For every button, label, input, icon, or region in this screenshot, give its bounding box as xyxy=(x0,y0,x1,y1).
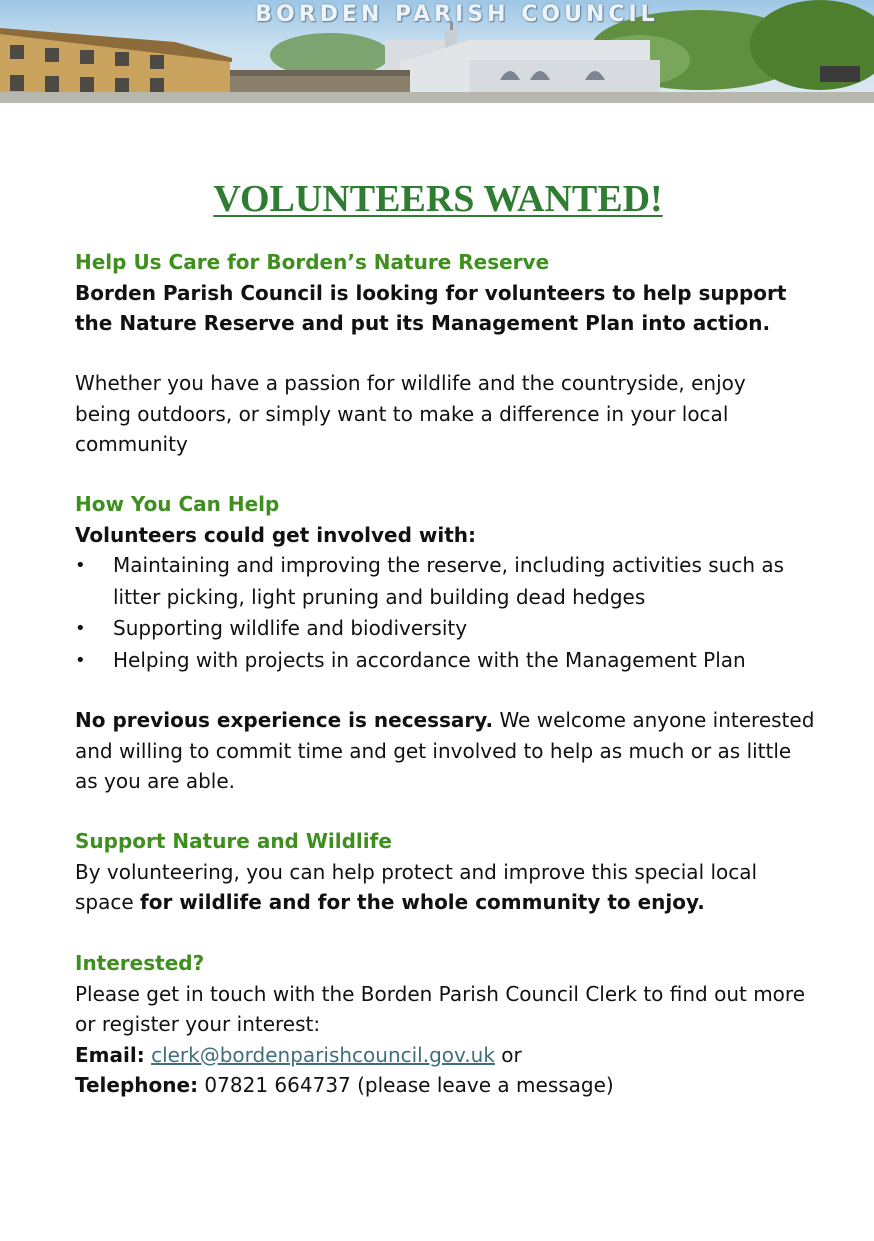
intro-heading: Help Us Care for Borden’s Nature Reserve xyxy=(75,250,550,274)
experience-bold-text: No previous experience is necessary. xyxy=(75,708,494,732)
list-item xyxy=(75,550,815,613)
bullet-icon: • xyxy=(75,555,86,576)
bullet-icon: • xyxy=(75,649,86,671)
contact-heading: Interested? xyxy=(75,951,205,975)
help-heading: How You Can Help xyxy=(75,492,280,516)
header-banner xyxy=(0,0,874,103)
intro-bold-text: Borden Parish Council is looking for volunteers to help support the Nature Reserve and put its Management Plan into action. xyxy=(75,280,787,335)
list-item xyxy=(75,645,815,677)
experience-paragraph xyxy=(75,705,815,797)
help-section xyxy=(75,489,815,676)
phone-label: Telephone: xyxy=(75,1073,199,1097)
intro-paragraph: Whether you have a passion for wildlife and the countryside, enjoy being outdoors, or simply want to make a difference in your local community xyxy=(75,371,746,456)
list-item xyxy=(75,613,815,645)
email-link[interactable]: clerk@bordenparishcouncil.gov.uk xyxy=(151,1042,495,1067)
email-line xyxy=(75,1040,815,1071)
experience-section xyxy=(75,705,815,797)
nature-text: By volunteering, you can help protect and improve this special local space xyxy=(75,859,758,914)
contact-text: Please get in touch with the Borden Parish Council Clerk to find out more or register your interest: xyxy=(75,981,805,1036)
nature-section xyxy=(75,826,815,918)
list-item-text: Supporting wildlife and biodiversity xyxy=(113,616,468,640)
intro-section xyxy=(75,247,815,339)
list-item-text: Maintaining and improving the reserve, including activities such as litter picking, light pruning and building dead hedges xyxy=(113,553,785,609)
email-label: Email: xyxy=(75,1042,145,1067)
bullet-icon: • xyxy=(75,618,86,639)
nature-bold-text: for wildlife and for the whole community to enjoy. xyxy=(140,890,705,914)
nature-paragraph xyxy=(75,857,815,918)
banner-title: BORDEN PARISH COUNCIL xyxy=(255,2,659,27)
experience-text: We welcome anyone interested and willing to commit time and get involved to help as much or as little as you are able. xyxy=(75,708,815,793)
help-list xyxy=(75,550,815,676)
page-title: VOLUNTEERS WANTED! xyxy=(213,178,663,220)
phone-number: 07821 664737 (please leave a message) xyxy=(198,1073,614,1097)
email-suffix: or xyxy=(494,1042,522,1067)
contact-section xyxy=(75,948,815,1101)
help-subheading: Volunteers could get involved with: xyxy=(75,522,476,547)
nature-heading: Support Nature and Wildlife xyxy=(75,829,392,853)
poster-content xyxy=(75,175,805,223)
phone-line xyxy=(75,1070,815,1101)
intro-paragraph-block xyxy=(75,368,775,460)
list-item-text: Helping with projects in accordance with the Management Plan xyxy=(113,647,746,672)
